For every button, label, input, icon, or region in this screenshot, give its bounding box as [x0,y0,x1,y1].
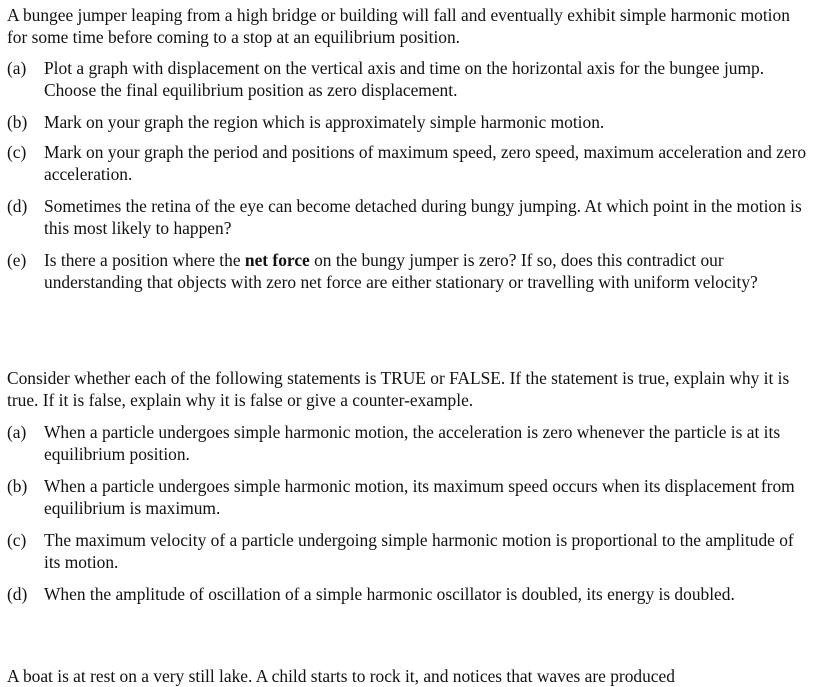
question-text-before: Is there a position where the [44,250,245,270]
statement-label: (b) [7,476,28,496]
statement-2a [7,421,813,465]
statement-2c [7,529,813,573]
statement-2d [7,583,813,605]
question-text [44,249,813,293]
question-label: (d) [7,196,28,216]
statement-text: The maximum velocity of a particle undergoing simple harmonic motion is proportional to the amplitude of its motion. [44,530,794,572]
net-force-emphasis: net force [244,250,310,270]
true-false-intro: Consider whether each of the following statements is TRUE or FALSE. If the statement is true, explain why it is true. If it is false, explain why it is false or give a counter-example. [7,368,790,410]
statement-2b [7,475,813,519]
bungee-intro: A bungee jumper leaping from a high bridge or building will fall and eventually exhibit simple harmonic motion for some time before coming to a stop at an equilibrium position. [7,5,790,47]
question-text: Mark on your graph the region which is approximately simple harmonic motion. [44,112,605,132]
question-text-after: on the bungy jumper is zero? If so, does this contradict our understanding that objects with zero net force are either stationary or travelling with uniform velocity? [44,250,758,292]
statement-text: When the amplitude of oscillation of a simple harmonic oscillator is doubled, its energy is doubled. [44,584,735,604]
question-1a [7,57,813,101]
cut-off-text-line: A boat is at rest on a very still lake. A child starts to rock it, and notices that waves are produced [7,666,675,686]
question-1d [7,195,813,239]
question-1b [7,111,813,133]
question-text: Mark on your graph the period and positions of maximum speed, zero speed, maximum acceleration and zero acceleration. [44,142,807,184]
statement-label: (d) [7,584,28,604]
question-1e [7,249,813,293]
question-label: (e) [7,250,27,270]
question-label: (a) [7,58,27,78]
statement-label: (a) [7,422,27,442]
statement-label: (c) [7,530,27,550]
question-text: Plot a graph with displacement on the vertical axis and time on the horizontal axis for the bungee jump. Choose the final equilibrium position as zero displacement. [44,58,765,100]
question-text: Sometimes the retina of the eye can become detached during bungy jumping. At which point in the motion is this most likely to happen? [44,196,802,238]
question-label: (c) [7,142,27,162]
question-1c [7,141,813,185]
statement-text: When a particle undergoes simple harmonic motion, the acceleration is zero whenever the particle is at its equilibrium position. [44,422,781,464]
question-label: (b) [7,112,28,132]
statement-text: When a particle undergoes simple harmonic motion, its maximum speed occurs when its displacement from equilibrium is maximum. [44,476,795,518]
